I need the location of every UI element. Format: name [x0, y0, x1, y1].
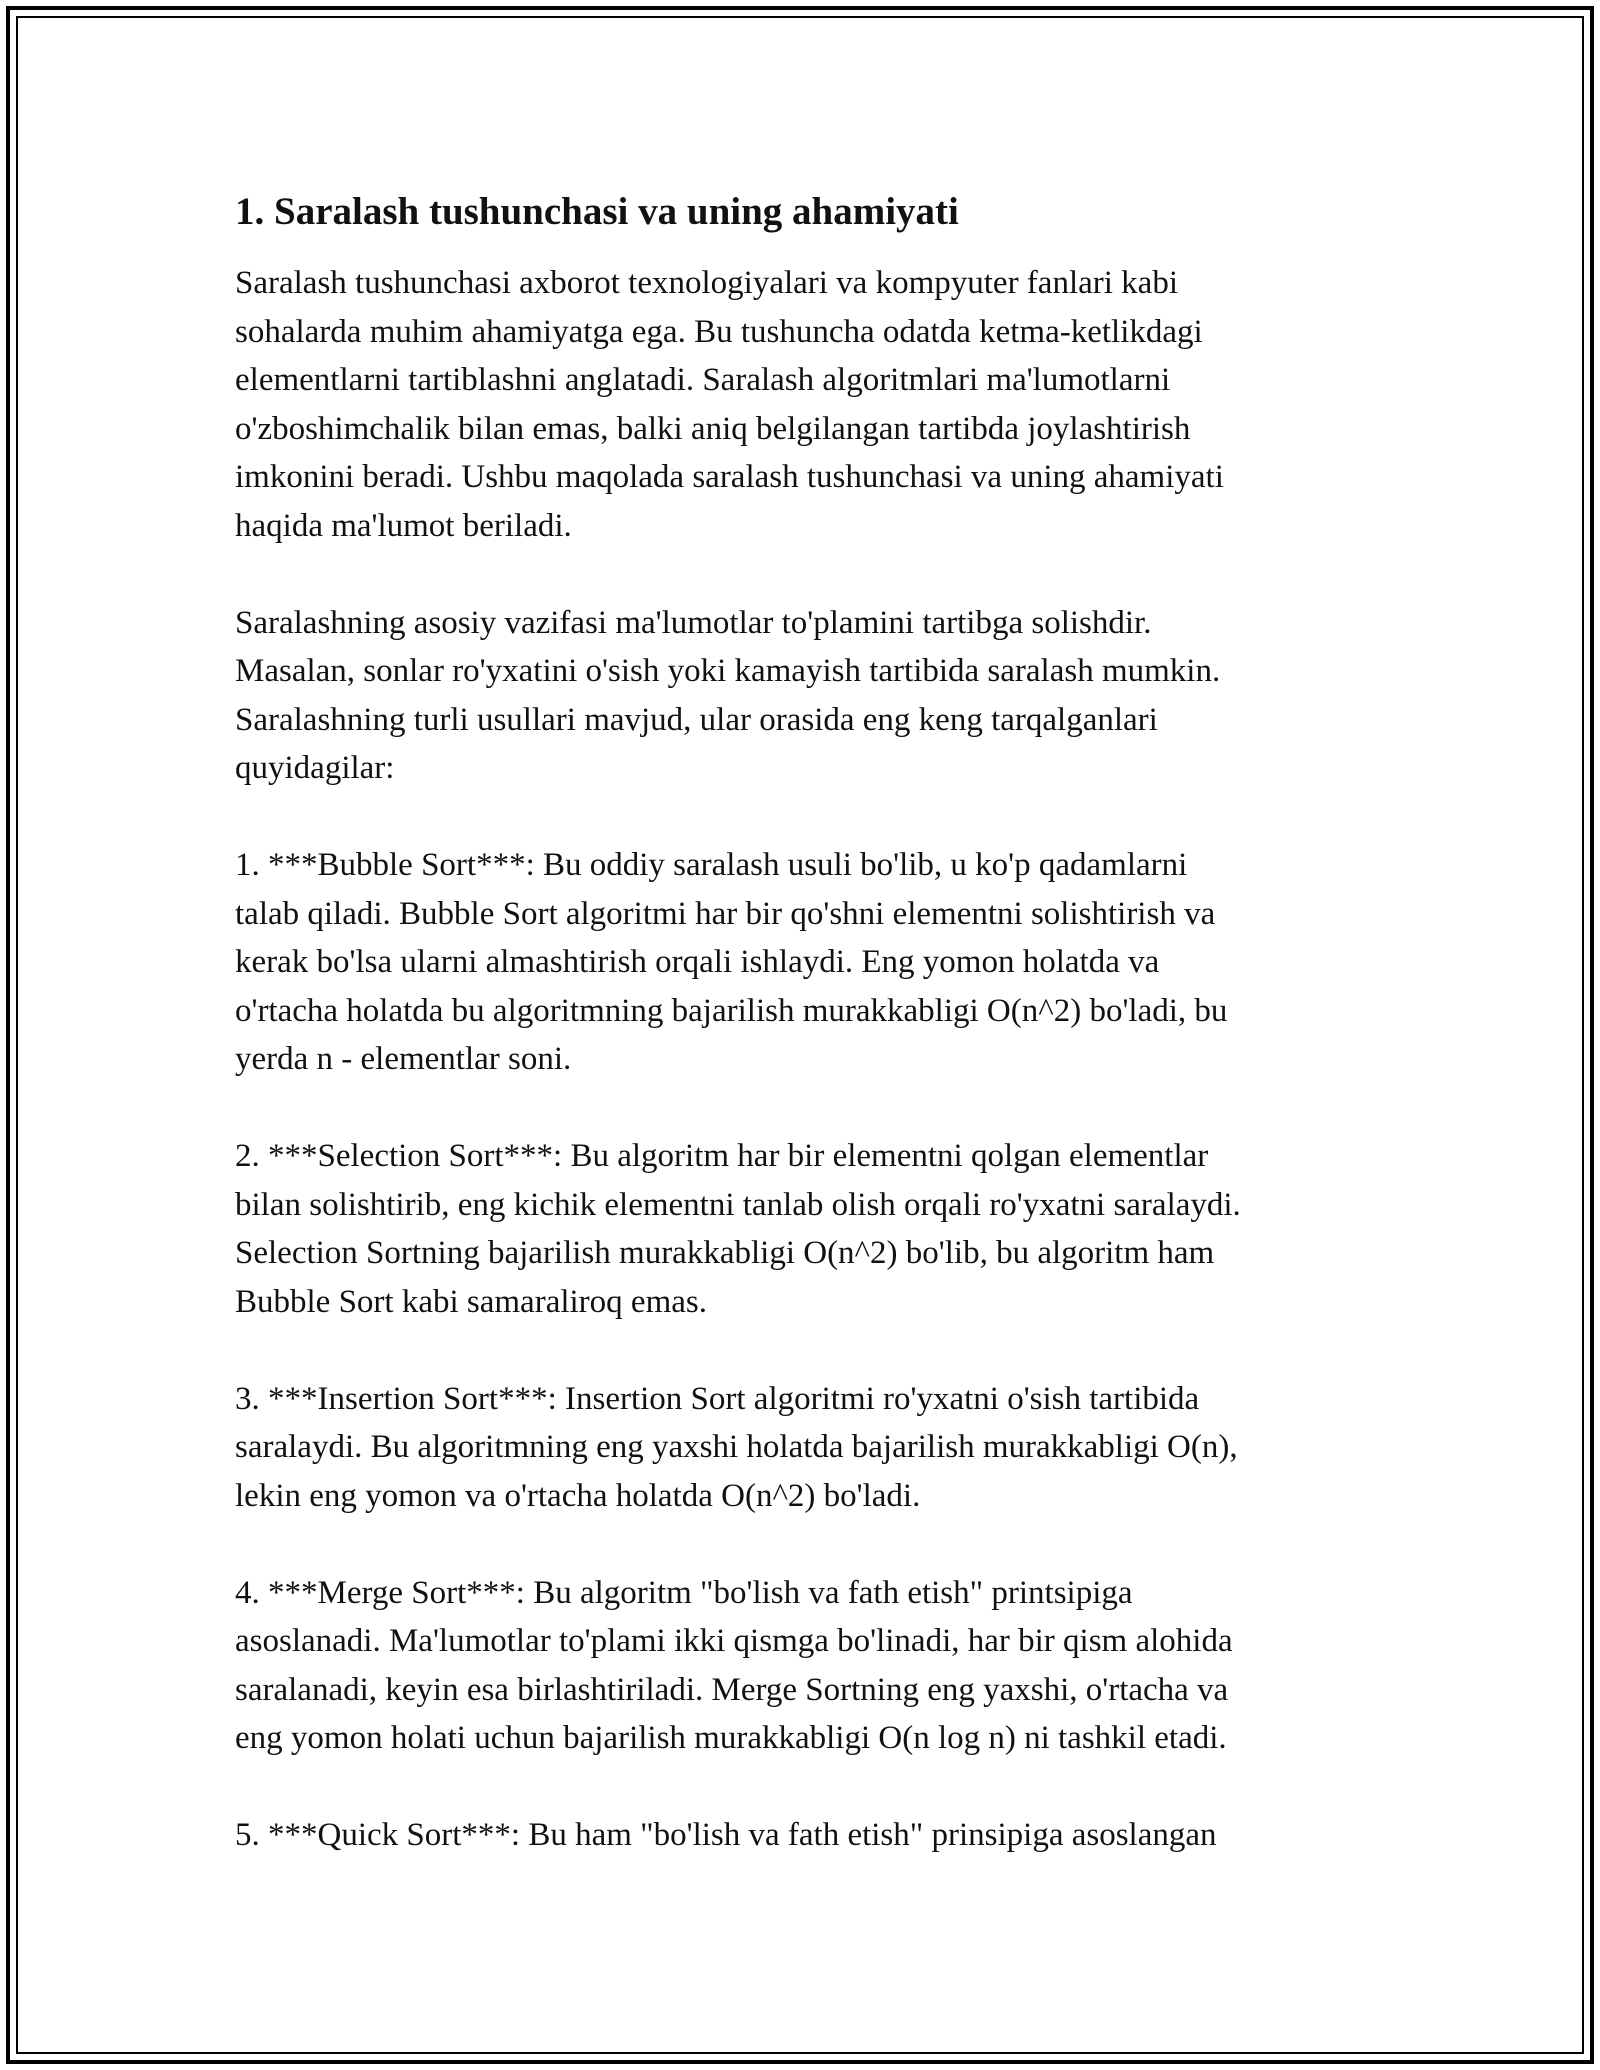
text-line: kerak bo'lsa ularni almashtirish orqali ishlaydi. Eng yomon holatda va	[235, 944, 1160, 980]
text-line: bilan solishtirib, eng kichik elementni tanlab olish orqali ro'yxatni saralaydi.	[235, 1186, 1241, 1223]
text-line: saralaydi. Bu algoritmning eng yaxshi holatda bajarilish murakkabligi O(n),	[235, 1429, 1238, 1465]
text-line: haqida ma'lumot beriladi.	[235, 507, 572, 544]
text-line: o'rtacha holatda bu algoritmning bajarilish murakkabligi O(n^2) bo'ladi, bu	[235, 992, 1228, 1029]
text-line: Saralashning turli usullari mavjud, ular orasida eng keng tarqalganlari	[235, 701, 1158, 738]
text-line: 2. ***Selection Sort***: Bu algoritm har bir elementni qolgan elementlar	[235, 1138, 1209, 1174]
text-line: sohalarda muhim ahamiyatga ega. Bu tushuncha odatda ketma-ketlikdagi	[235, 313, 1203, 350]
text-line: 4. ***Merge Sort***: Bu algoritm "bo'lish va fath etish" printsipiga	[235, 1574, 1133, 1611]
text-line: Bubble Sort kabi samaraliroq emas.	[235, 1283, 707, 1320]
section-heading: 1. Saralash tushunchasi va uning ahamiyati	[235, 190, 959, 233]
list-item-quick-sort	[235, 1811, 1375, 1860]
text-line: imkonini beradi. Ushbu maqolada saralash tushunchasi va uning ahamiyati	[235, 459, 1224, 495]
text-line: asoslanadi. Ma'lumotlar to'plami ikki qismga bo'linadi, har bir qism alohida	[235, 1623, 1233, 1659]
text-line: 5. ***Quick Sort***: Bu ham "bo'lish va fath etish" prinsipiga asoslangan	[235, 1817, 1217, 1853]
list-item-selection-sort	[235, 1132, 1375, 1326]
paragraph-intro	[235, 259, 1375, 550]
text-line: o'zboshimchalik bilan emas, balki aniq belgilangan tartibda joylashtirish	[235, 410, 1191, 447]
text-line: 1. ***Bubble Sort***: Bu oddiy saralash usuli bo'lib, u ko'p qadamlarni	[235, 847, 1188, 883]
text-line: Selection Sortning bajarilish murakkabligi O(n^2) bo'lib, bu algoritm ham	[235, 1235, 1215, 1271]
text-line: yerda n - elementlar soni.	[235, 1041, 572, 1077]
list-item-insertion-sort	[235, 1375, 1375, 1521]
document-body	[235, 185, 1375, 1908]
list-item-merge-sort	[235, 1569, 1375, 1763]
list-item-bubble-sort	[235, 841, 1375, 1084]
text-line: eng yomon holati uchun bajarilish murakkabligi O(n log n) ni tashkil etadi.	[235, 1720, 1227, 1756]
text-line: quyidagilar:	[235, 750, 395, 786]
text-line: lekin eng yomon va o'rtacha holatda O(n^2) bo'ladi.	[235, 1477, 921, 1514]
paragraph-main-task	[235, 599, 1375, 793]
text-line: elementlarni tartiblashni anglatadi. Saralash algoritmlari ma'lumotlarni	[235, 362, 1171, 398]
text-line: saralanadi, keyin esa birlashtiriladi. Merge Sortning eng yaxshi, o'rtacha va	[235, 1671, 1229, 1708]
text-line: 3. ***Insertion Sort***: Insertion Sort algoritmi ro'yxatni o'sish tartibida	[235, 1380, 1200, 1417]
text-line: talab qiladi. Bubble Sort algoritmi har bir qo'shni elementni solishtirish va	[235, 895, 1216, 932]
text-line: Saralashning asosiy vazifasi ma'lumotlar to'plamini tartibga solishdir.	[235, 604, 1152, 641]
text-line: Masalan, sonlar ro'yxatini o'sish yoki kamayish tartibida saralash mumkin.	[235, 653, 1221, 689]
text-line: Saralash tushunchasi axborot texnologiyalari va kompyuter fanlari kabi	[235, 265, 1178, 301]
